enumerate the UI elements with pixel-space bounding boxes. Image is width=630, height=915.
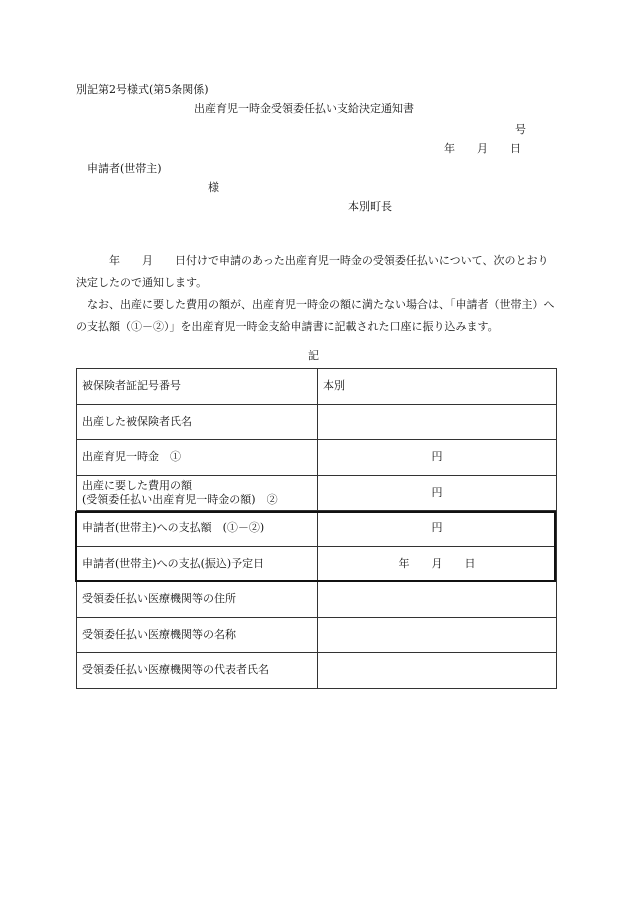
ki-heading: 記 xyxy=(308,349,319,362)
payment-amount-field[interactable]: 円 xyxy=(318,511,557,547)
table-row xyxy=(77,404,557,440)
row-label-line-1: 出産に要した費用の額 xyxy=(82,478,192,492)
row-label-line-2: (受領委任払い出産育児一時金の額) ② xyxy=(82,492,278,506)
row-label: 申請者(世帯主)への支払(振込)予定日 xyxy=(77,546,318,582)
payment-date-field[interactable]: 年 月 日 xyxy=(318,546,557,582)
table-row xyxy=(77,475,557,511)
row-label: 受領委任払い医療機関等の住所 xyxy=(77,582,318,618)
childbirth-cost-field[interactable]: 円 xyxy=(318,475,557,511)
row-label: 出産した被保険者氏名 xyxy=(77,404,318,440)
issuer-name: 本別町長 xyxy=(348,200,392,213)
issue-date-label: 年 月 日 xyxy=(444,142,521,155)
table-row xyxy=(77,511,557,547)
row-label: 被保険者証記号番号 xyxy=(77,369,318,405)
lump-sum-amount-field[interactable]: 円 xyxy=(318,440,557,476)
table-row xyxy=(77,369,557,405)
row-label xyxy=(77,475,318,511)
table-row xyxy=(77,617,557,653)
table-row xyxy=(77,440,557,476)
notice-paragraph-2: なお、出産に要した費用の額が、出産育児一時金の額に満たない場合は、「申請者（世帯主）への支払額（①－②）」を出産育児一時金支給申請書に記載された口座に振り込みます。 xyxy=(76,298,555,333)
institution-representative-field[interactable] xyxy=(318,653,557,689)
notice-paragraph-1: 年 月 日付けで申請のあった出産育児一時金の受領委任払いについて、次のとおり決定したので通知します。 xyxy=(76,254,549,289)
form-number: 別記第2号様式(第5条関係) xyxy=(76,83,209,96)
row-label: 受領委任払い医療機関等の代表者氏名 xyxy=(77,653,318,689)
row-label: 出産育児一時金 ① xyxy=(77,440,318,476)
table-row xyxy=(77,546,557,582)
insured-name-field[interactable] xyxy=(318,404,557,440)
institution-name-field[interactable] xyxy=(318,617,557,653)
decision-table xyxy=(76,368,557,689)
table-row xyxy=(77,653,557,689)
institution-address-field[interactable] xyxy=(318,582,557,618)
document-number-label: 号 xyxy=(515,123,526,136)
row-label: 申請者(世帯主)への支払額 (①－②) xyxy=(77,511,318,547)
document-title: 出産育児一時金受領委任払い支給決定通知書 xyxy=(194,102,414,115)
applicant-label: 申請者(世帯主) xyxy=(87,162,162,175)
table-row xyxy=(77,582,557,618)
insurance-card-number-field[interactable]: 本別 xyxy=(318,369,557,405)
honorific-sama: 様 xyxy=(208,181,219,194)
row-label: 受領委任払い医療機関等の名称 xyxy=(77,617,318,653)
